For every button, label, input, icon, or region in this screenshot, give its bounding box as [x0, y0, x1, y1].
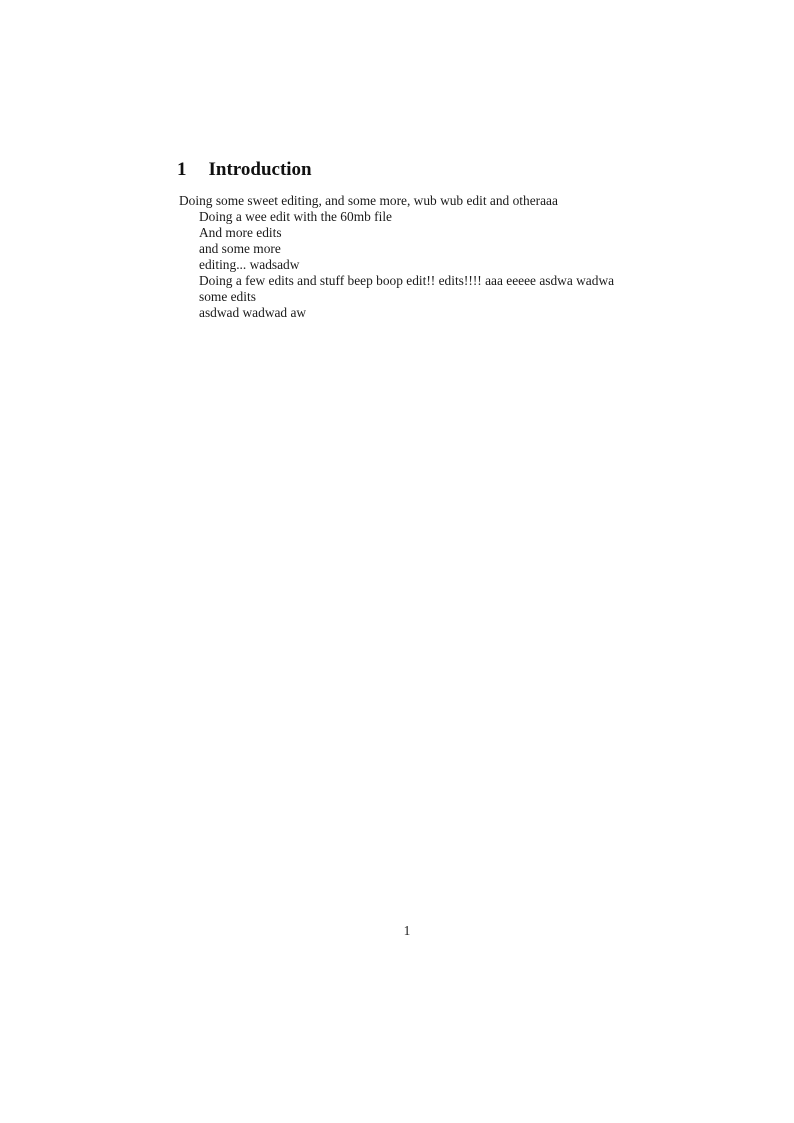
section-title: Introduction	[208, 159, 312, 180]
paragraph: some edits	[199, 289, 256, 304]
paragraph: And more edits	[199, 225, 282, 240]
section-number: 1	[177, 159, 187, 180]
paragraph: and some more	[199, 241, 281, 256]
body-text	[179, 193, 647, 321]
paragraph: Doing a wee edit with the 60mb file	[199, 209, 393, 224]
section-heading	[177, 160, 647, 179]
text-block	[177, 160, 647, 321]
page-number: 1	[403, 923, 411, 938]
paragraph: Doing a few edits and stuff beep boop edit!! edits!!!! aaa eeeee asdwa wadwa	[199, 273, 615, 288]
paragraph: editing... wadsadw	[199, 257, 300, 272]
paragraph: asdwad wadwad aw	[199, 305, 307, 320]
paragraph: Doing some sweet editing, and some more, wub wub edit and otheraaa	[179, 193, 558, 208]
